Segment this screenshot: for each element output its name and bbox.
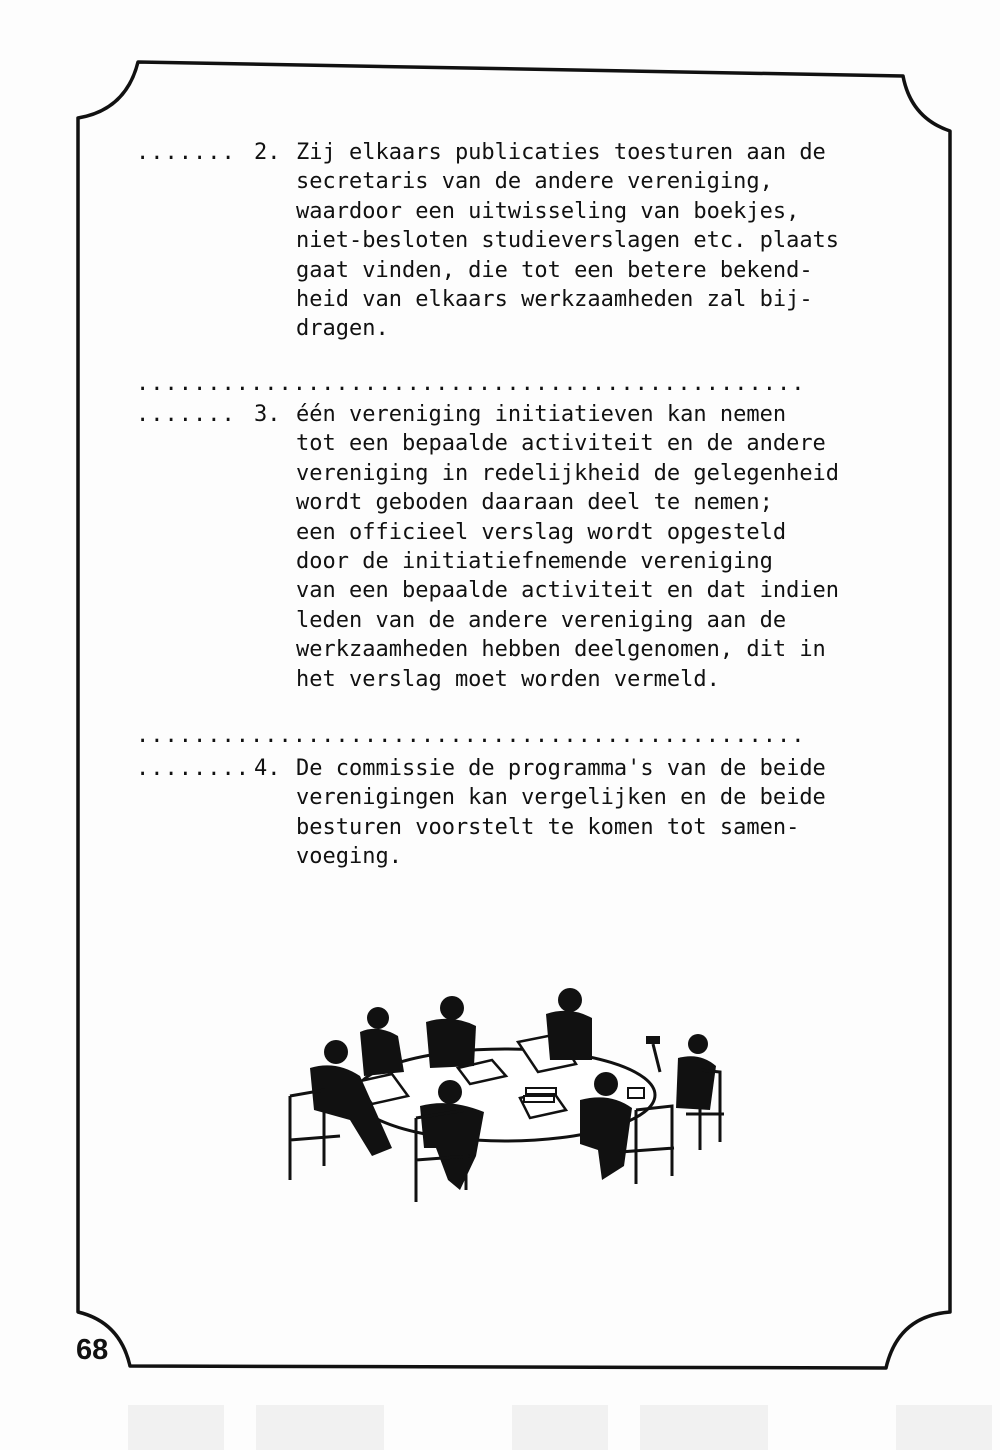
scan-artifact <box>512 1405 608 1450</box>
text-line: door de initiatiefnemende vereniging <box>296 549 773 575</box>
item-number: 2. <box>254 140 281 165</box>
text-line: waardoor een uitwisseling van boekjes, <box>296 198 800 224</box>
text-line: tot een bepaalde activiteit en de andere <box>296 431 826 457</box>
text-line: verenigingen kan vergelijken en de beide <box>296 785 826 811</box>
text-line: één vereniging initiatieven kan nemen <box>296 402 787 427</box>
dotted-separator: ............................................... <box>136 723 806 748</box>
leader-dots: ....... <box>136 140 236 165</box>
text-line: wordt geboden daaraan deel te nemen; <box>296 490 773 516</box>
leader-dots: ........ <box>136 756 250 781</box>
text-line: dragen. <box>296 316 389 342</box>
round-table-meeting-illustration <box>280 980 740 1220</box>
item-number: 4. <box>254 756 281 781</box>
text-line: voeging. <box>296 844 402 870</box>
text-line: Zij elkaars publicaties toesturen aan de <box>296 140 826 165</box>
text-line: gaat vinden, die tot een betere bekend- <box>296 257 813 283</box>
text-line: niet-besloten studieverslagen etc. plaats <box>296 228 840 254</box>
text-line: besturen voorstelt te komen tot samen- <box>296 814 800 840</box>
item-text <box>296 400 906 694</box>
leader-dots: ....... <box>136 402 236 427</box>
text-line: een officieel verslag wordt opgesteld <box>296 519 787 545</box>
item-number: 3. <box>254 402 281 427</box>
text-line: van een bepaalde activiteit en dat indien <box>296 578 840 604</box>
item-text <box>296 138 906 344</box>
text-line: leden van de andere vereniging aan de <box>296 607 787 633</box>
scan-artifact <box>640 1405 768 1450</box>
text-line: heid van elkaars werkzaamheden zal bij- <box>296 287 813 313</box>
scan-artifact <box>256 1405 384 1450</box>
page-number: 68 <box>76 1334 109 1366</box>
scan-artifact <box>128 1405 224 1450</box>
item-text <box>296 754 906 872</box>
scan-artifact <box>896 1405 992 1450</box>
text-line: werkzaamheden hebben deelgenomen, dit in <box>296 637 826 663</box>
text-line: secretaris van de andere vereniging, <box>296 169 773 195</box>
dotted-separator: ............................................... <box>136 371 806 396</box>
text-line: De commissie de programma's van de beide <box>296 756 826 781</box>
text-line: het verslag moet worden vermeld. <box>296 666 720 692</box>
text-line: vereniging in redelijkheid de gelegenheid <box>296 460 840 486</box>
